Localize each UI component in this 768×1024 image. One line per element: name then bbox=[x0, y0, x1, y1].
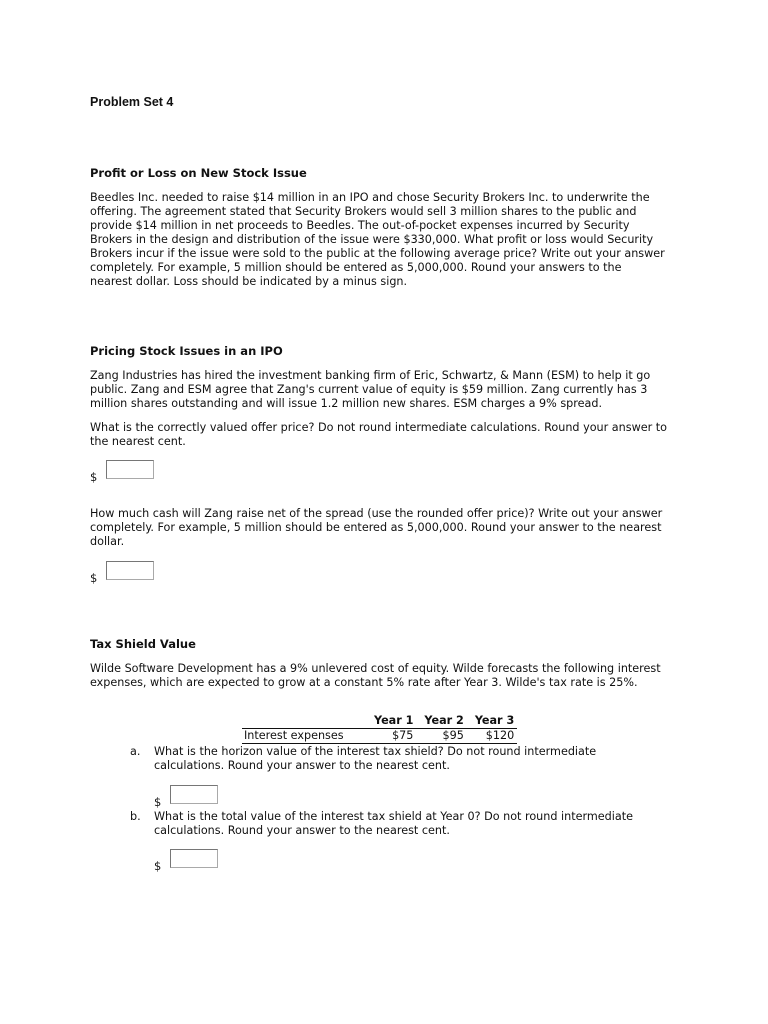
text-line: What is the correctly valued offer price? Do not round intermediate calculations. Round your answer to bbox=[90, 421, 667, 434]
table-header-row bbox=[242, 714, 517, 729]
table-header-year-2: Year 2 bbox=[416, 714, 466, 729]
table-row-label: Interest expenses bbox=[242, 729, 366, 744]
text-line: Beedles Inc. needed to raise $14 million in an IPO and chose Security Brokers Inc. to underwrite the bbox=[90, 191, 650, 204]
text-line: offering. The agreement stated that Security Brokers would sell 3 million shares to the public and bbox=[90, 205, 637, 218]
interest-expenses-table bbox=[242, 714, 517, 744]
text-line: Brokers in the design and distribution of the issue were $330,000. What profit or loss would Security bbox=[90, 233, 654, 246]
text-line: dollar. bbox=[90, 535, 125, 548]
list-item-b bbox=[130, 810, 634, 840]
total-value-input[interactable] bbox=[170, 849, 218, 868]
text-line: expenses, which are expected to grow at a constant 5% rate after Year 3. Wilde's tax rate is 25%. bbox=[90, 676, 638, 689]
tax-shield-intro bbox=[90, 662, 680, 690]
section-heading-ipo-pricing: Pricing Stock Issues in an IPO bbox=[90, 344, 283, 358]
currency-symbol: $ bbox=[154, 859, 162, 873]
horizon-value-answer-row bbox=[154, 785, 224, 809]
text-line: How much cash will Zang raise net of the spread (use the rounded offer price)? Write out your answer bbox=[90, 507, 663, 520]
table-cell-year-3: $120 bbox=[467, 729, 517, 744]
text-line: million shares outstanding and will issue 1.2 million new shares. ESM charges a 9% spread. bbox=[90, 397, 603, 410]
net-cash-input[interactable] bbox=[106, 561, 154, 580]
total-value-question bbox=[154, 810, 644, 838]
table-header-year-1: Year 1 bbox=[366, 714, 416, 729]
text-line: Brokers incur if the issue were sold to the public at the following average price? Write out your answer bbox=[90, 247, 665, 260]
table-cell-year-2: $95 bbox=[416, 729, 466, 744]
text-line: Wilde Software Development has a 9% unlevered cost of equity. Wilde forecasts the following interest bbox=[90, 662, 661, 675]
text-line: calculations. Round your answer to the nearest cent. bbox=[154, 759, 450, 772]
currency-symbol: $ bbox=[90, 470, 98, 484]
horizon-value-question bbox=[154, 745, 644, 773]
table-row bbox=[242, 729, 517, 744]
text-line: the nearest cent. bbox=[90, 435, 186, 448]
text-line: calculations. Round your answer to the nearest cent. bbox=[154, 824, 450, 837]
section-heading-tax-shield: Tax Shield Value bbox=[90, 637, 196, 651]
net-cash-question bbox=[90, 507, 680, 549]
text-line: nearest dollar. Loss should be indicated by a minus sign. bbox=[90, 275, 408, 288]
text-line: completely. For example, 5 million should be entered as 5,000,000. Round your answer to the nearest bbox=[90, 521, 662, 534]
text-line: provide $14 million in net proceeds to Beedles. The out-of-pocket expenses incurred by Security bbox=[90, 219, 630, 232]
list-marker: a. bbox=[130, 745, 141, 758]
total-value-answer-row bbox=[154, 849, 224, 873]
table-header-year-3: Year 3 bbox=[467, 714, 517, 729]
text-line: What is the total value of the interest tax shield at Year 0? Do not round intermediate bbox=[154, 810, 634, 823]
list-item-a bbox=[130, 745, 630, 775]
document-title: Problem Set 4 bbox=[90, 95, 174, 109]
offer-price-input[interactable] bbox=[106, 460, 154, 479]
text-line: What is the horizon value of the interest tax shield? Do not round intermediate bbox=[154, 745, 597, 758]
table-corner-cell bbox=[242, 714, 366, 729]
table-cell-year-1: $75 bbox=[366, 729, 416, 744]
horizon-value-input[interactable] bbox=[170, 785, 218, 804]
profit-loss-problem-text bbox=[90, 191, 680, 289]
offer-price-question bbox=[90, 421, 680, 449]
ipo-pricing-intro bbox=[90, 369, 680, 411]
text-line: Zang Industries has hired the investment banking firm of Eric, Schwartz, & Mann (ESM) to help it go bbox=[90, 369, 651, 382]
currency-symbol: $ bbox=[90, 571, 98, 585]
currency-symbol: $ bbox=[154, 795, 162, 809]
net-cash-answer-row bbox=[90, 561, 160, 585]
text-line: completely. For example, 5 million should be entered as 5,000,000. Round your answers to the bbox=[90, 261, 622, 274]
text-line: public. Zang and ESM agree that Zang's current value of equity is $59 million. Zang currently has 3 bbox=[90, 383, 648, 396]
list-marker: b. bbox=[130, 810, 141, 823]
section-heading-profit-loss: Profit or Loss on New Stock Issue bbox=[90, 166, 307, 180]
offer-price-answer-row bbox=[90, 460, 160, 484]
